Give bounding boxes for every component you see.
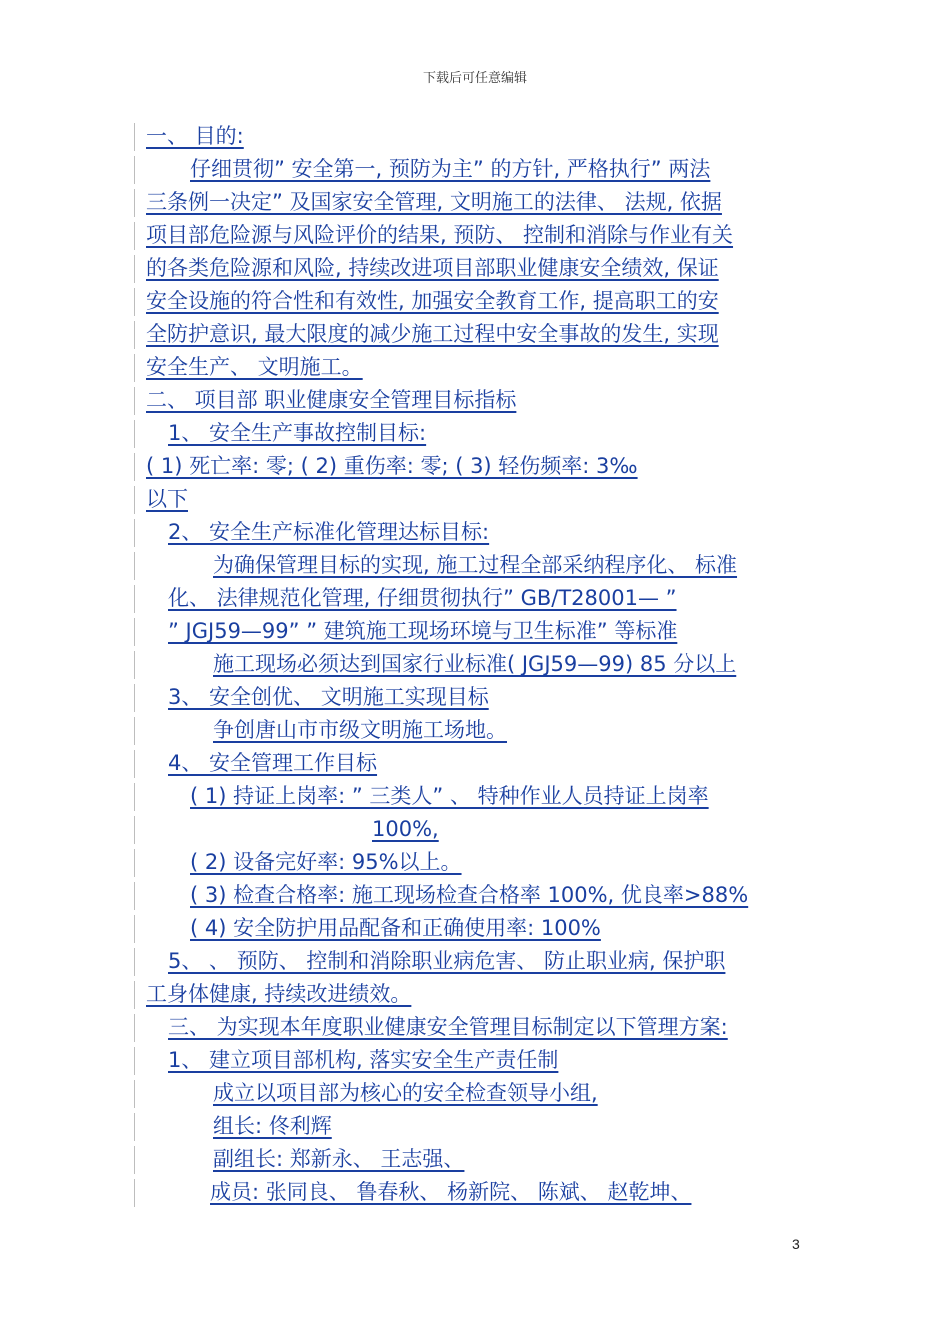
margin-bar [134, 915, 135, 943]
margin-bar [134, 981, 135, 1009]
margin-bar [134, 1179, 135, 1207]
list-item: ( 2) 设备完好率: 95%以上。 [190, 850, 462, 874]
subsection-heading: 2、 安全生产标准化管理达标目标: [168, 520, 490, 544]
margin-bar [134, 288, 135, 316]
margin-bar [134, 750, 135, 778]
paragraph-text: 全防护意识, 最大限度的减少施工过程中安全事故的发生, 实现 [146, 322, 719, 346]
subsection-heading: 3、 安全创优、 文明施工实现目标 [168, 685, 489, 709]
margin-bar [134, 948, 135, 976]
paragraph-text: ” JGJ59—99” ” 建筑施工现场环境与卫生标准” 等标准 [168, 619, 678, 643]
list-item: ( 3) 检查合格率: 施工现场检查合格率 100%, 优良率>88% [190, 883, 749, 907]
margin-bar [134, 354, 135, 382]
section-heading: 二、 项目部 职业健康安全管理目标指标 [146, 388, 517, 412]
list-item: 100%, [372, 817, 439, 841]
section-heading: 一、 目的: [146, 124, 244, 148]
page-number: 3 [792, 1236, 800, 1252]
margin-bar [134, 420, 135, 448]
list-item: ( 1) 死亡率: 零; ( 2) 重伤率: 零; ( 3) 轻伤频率: 3‰ [146, 454, 638, 478]
paragraph-text: 成立以项目部为核心的安全检查领导小组, [213, 1081, 598, 1105]
margin-bar [134, 486, 135, 514]
subsection-heading: 4、 安全管理工作目标 [168, 751, 378, 775]
paragraph-text: 安全设施的符合性和有效性, 加强安全教育工作, 提高职工的安 [146, 289, 719, 313]
margin-bar [134, 255, 135, 283]
margin-bar [134, 684, 135, 712]
subsection-heading: 1、 建立项目部机构, 落实安全生产责任制 [168, 1048, 559, 1072]
list-item: ( 4) 安全防护用品配备和正确使用率: 100% [190, 916, 601, 940]
paragraph-text: 工身体健康, 持续改进绩效。 [146, 982, 412, 1006]
paragraph-text: 成员: 张同良、 鲁春秋、 杨新院、 陈斌、 赵乾坤、 [210, 1180, 692, 1204]
margin-bar [134, 1014, 135, 1042]
subsection-heading: 5、 、 预防、 控制和消除职业病危害、 防止职业病, 保护职 [168, 949, 726, 973]
paragraph-text: 施工现场必须达到国家行业标准( JGJ59—99) 85 分以上 [213, 652, 737, 676]
margin-bar [134, 453, 135, 481]
page-header: 下载后可任意编辑 [422, 71, 527, 86]
margin-bar [134, 882, 135, 910]
margin-bar [134, 387, 135, 415]
margin-bar [134, 552, 135, 580]
margin-bar [134, 123, 135, 151]
margin-bar [134, 189, 135, 217]
subsection-heading: 1、 安全生产事故控制目标: [168, 421, 427, 445]
margin-bar [134, 1113, 135, 1141]
list-item: ( 1) 持证上岗率: ” 三类人” 、 特种作业人员持证上岗率 [190, 784, 709, 808]
margin-bar [134, 321, 135, 349]
margin-bar [134, 1047, 135, 1075]
paragraph-text: 化、 法律规范化管理, 仔细贯彻执行” GB/T28001— ” [168, 586, 677, 610]
paragraph-text: 副组长: 郑新永、 王志强、 [213, 1147, 465, 1171]
margin-bar [134, 651, 135, 679]
paragraph-text: 组长: 佟利辉 [213, 1114, 332, 1138]
margin-bar [134, 156, 135, 184]
paragraph-text: 的各类危险源和风险, 持续改进项目部职业健康安全绩效, 保证 [146, 256, 719, 280]
paragraph-text: 项目部危险源与风险评价的结果, 预防、 控制和消除与作业有关 [146, 223, 734, 247]
margin-bar [134, 783, 135, 811]
margin-bar [134, 717, 135, 745]
paragraph-text: 安全生产、 文明施工。 [146, 355, 363, 379]
margin-bar [134, 816, 135, 844]
margin-bar [134, 519, 135, 547]
margin-bar [134, 849, 135, 877]
margin-bar [134, 585, 135, 613]
margin-bar [134, 618, 135, 646]
paragraph-text: 争创唐山市市级文明施工场地。 [213, 718, 507, 742]
margin-bar [134, 1080, 135, 1108]
section-heading: 三、 为实现本年度职业健康安全管理目标制定以下管理方案: [168, 1015, 728, 1039]
margin-bar [134, 1146, 135, 1174]
paragraph-text: 三条例一决定” 及国家安全管理, 文明施工的法律、 法规, 依据 [146, 190, 722, 214]
paragraph-text: 为确保管理目标的实现, 施工过程全部采纳程序化、 标准 [213, 553, 738, 577]
paragraph-text: 仔细贯彻” 安全第一, 预防为主” 的方针, 严格执行” 两法 [190, 157, 711, 181]
margin-bar [134, 222, 135, 250]
list-item: 以下 [146, 487, 188, 511]
